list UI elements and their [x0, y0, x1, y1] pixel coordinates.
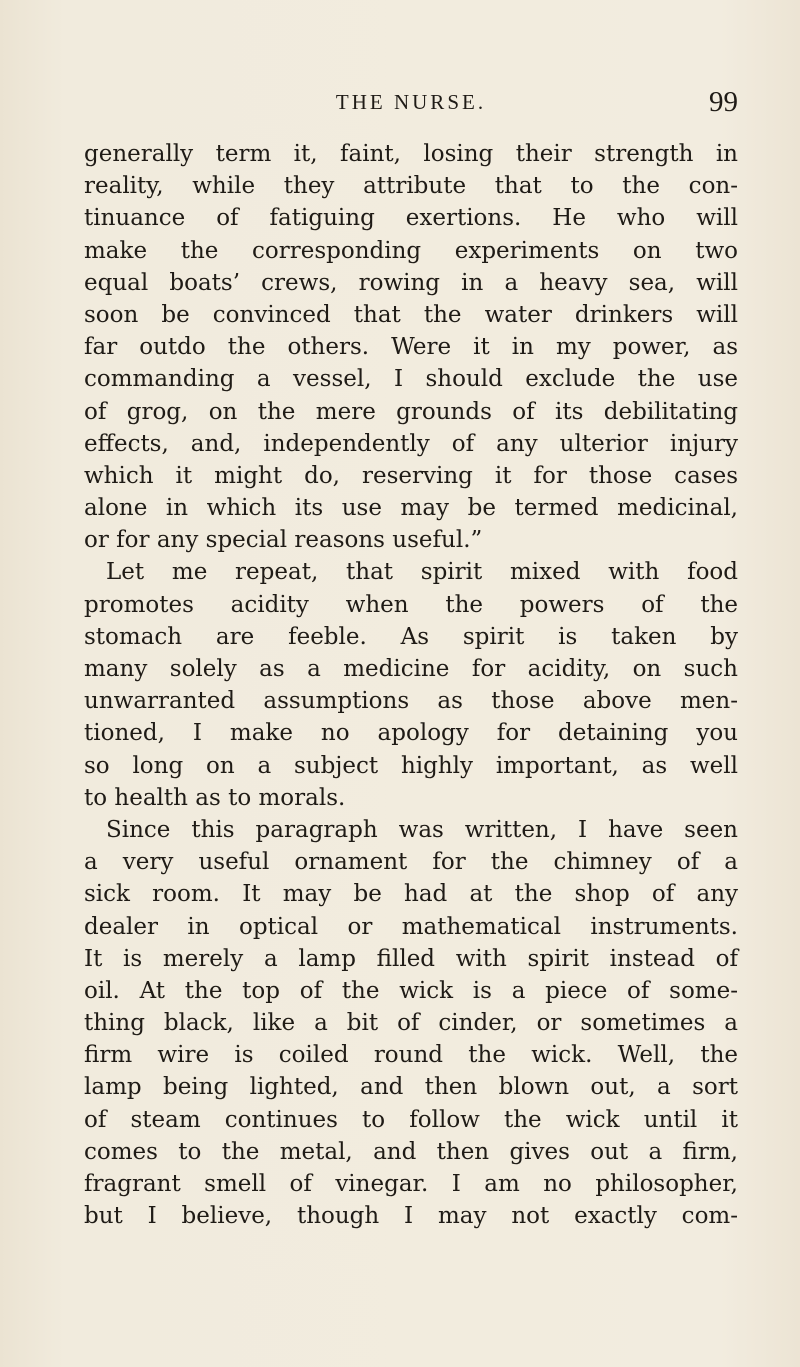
text-line: make the corresponding experiments on two [84, 237, 738, 264]
text-line: many solely as a medicine for acidity, on such [84, 656, 738, 682]
text-line: firm wire is coiled round the wick. Well, the [84, 1042, 738, 1069]
text-line: It is merely a lamp filled with spirit instead of [84, 945, 738, 972]
text-line: equal boats’ crews, rowing in a heavy sea, will [84, 269, 738, 296]
text-line: of grog, on the mere grounds of its debilitating [84, 398, 738, 425]
text-line: unwarranted assumptions as those above men- [84, 688, 738, 715]
text-line: or for any special reasons useful.” [84, 527, 483, 554]
text-line: reality, while they attribute that to the con- [84, 173, 738, 200]
text-line: oil. At the top of the wick is a piece of some- [84, 977, 738, 1004]
text-line: sick room. It may be had at the shop of any [84, 881, 738, 908]
text-line: which it might do, reserving it for those cases [84, 462, 738, 489]
running-head: THE NURSE. [335, 90, 487, 114]
text-line: promotes acidity when the powers of the [84, 591, 738, 618]
text-line: thing black, like a bit of cinder, or sometimes a [84, 1010, 738, 1037]
text-line: dealer in optical or mathematical instruments. [84, 913, 738, 940]
text-line: but I believe, though I may not exactly com- [84, 1203, 738, 1230]
body-text [84, 138, 738, 1232]
text-line: lamp being lighted, and then blown out, a sort [84, 1074, 738, 1101]
text-line: to health as to morals. [84, 784, 346, 811]
text-line: commanding a vessel, I should exclude the use [84, 366, 738, 393]
text-line: of steam continues to follow the wick until it [84, 1106, 738, 1133]
text-line: a very useful ornament for the chimney of a [84, 849, 738, 876]
text-line: effects, and, independently of any ulterior injury [84, 430, 738, 457]
text-line: Since this paragraph was written, I have seen [106, 816, 738, 843]
text-line: generally term it, faint, losing their strength in [84, 141, 738, 167]
text-line: tinuance of fatiguing exertions. He who will [84, 205, 738, 232]
page-number: 99 [709, 86, 738, 118]
text-line: far outdo the others. Were it in my power, as [84, 334, 738, 361]
text-line: tioned, I make no apology for detaining you [84, 720, 738, 747]
text-line: so long on a subject highly important, as well [84, 752, 738, 779]
text-line: Let me repeat, that spirit mixed with food [106, 559, 738, 586]
text-line: soon be convinced that the water drinkers will [84, 301, 738, 328]
text-line: fragrant smell of vinegar. I am no philosopher, [84, 1171, 738, 1197]
text-line: alone in which its use may be termed medicinal, [84, 495, 738, 522]
text-line: stomach are feeble. As spirit is taken by [84, 623, 738, 650]
text-line: comes to the metal, and then gives out a firm, [84, 1138, 738, 1165]
page-header [84, 86, 738, 118]
